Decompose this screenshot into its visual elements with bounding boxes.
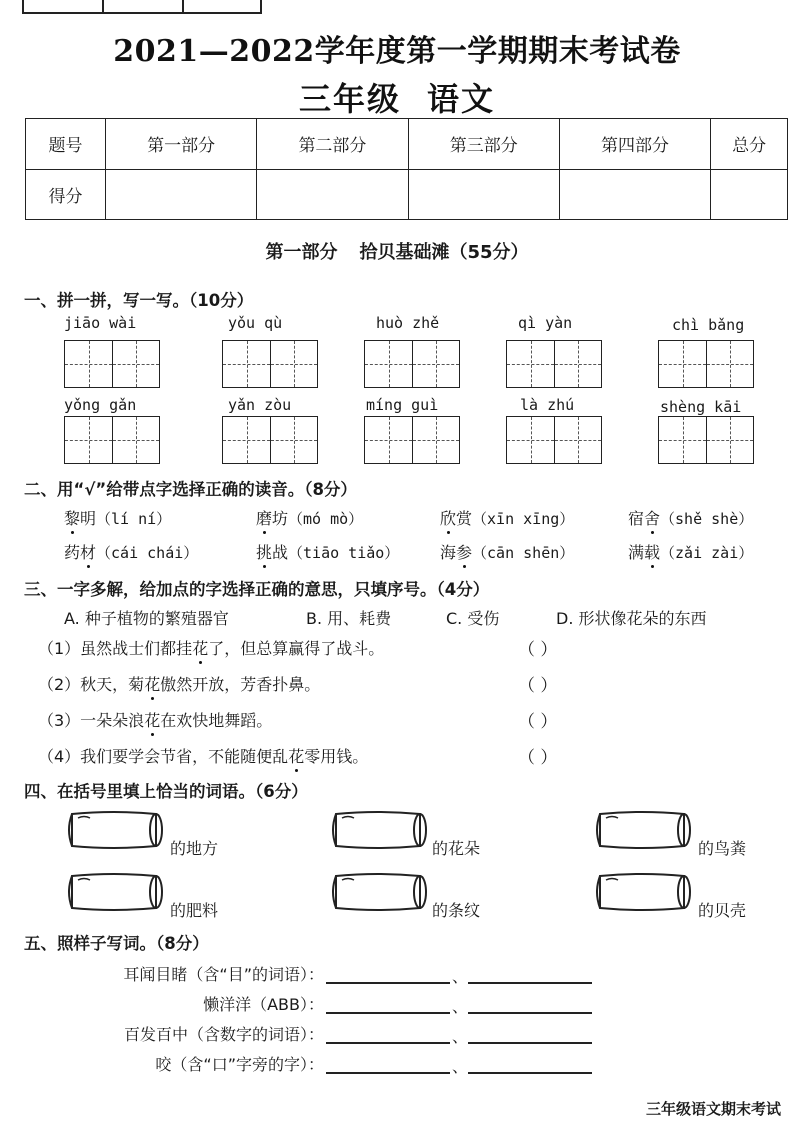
- dotted-char: 材: [80, 543, 97, 562]
- pinyin-label: yǒng gǎn: [64, 396, 137, 414]
- q3-sentence: （2）秋天，菊花傲然开放，芳香扑鼻。: [38, 675, 321, 694]
- score-header-cell: 总分: [711, 119, 788, 170]
- answer-line[interactable]: [468, 1042, 592, 1044]
- pronunciation-word: 欣赏: [440, 509, 473, 528]
- dotted-char: 磨: [256, 509, 273, 528]
- separator: 、: [452, 1027, 469, 1046]
- separator: 、: [452, 997, 469, 1016]
- q3-sentence: （4）我们要学会节省，不能随便乱花零用钱。: [38, 747, 369, 766]
- writing-grid[interactable]: [364, 340, 460, 388]
- writing-grid[interactable]: [222, 416, 318, 464]
- pronunciation-item[interactable]: 海参（cān shēn）: [440, 543, 575, 562]
- answer-line[interactable]: [468, 982, 592, 984]
- score-cell-blank[interactable]: [711, 169, 788, 220]
- q3-title: 三、一字多解，给加点的字选择正确的意思，只填序号。（4分）: [24, 580, 490, 599]
- scroll-blank[interactable]: [592, 870, 692, 914]
- scroll-blank[interactable]: [328, 808, 428, 852]
- q4-suffix: 的鸟粪: [698, 839, 747, 858]
- pronunciation-word: 黎明: [64, 509, 97, 528]
- q4-suffix: 的地方: [170, 839, 219, 858]
- score-table: [25, 118, 788, 220]
- answer-line[interactable]: [468, 1072, 592, 1074]
- answer-paren[interactable]: （ ）: [518, 640, 558, 660]
- q3-option: A. 种子植物的繁殖器官: [64, 609, 229, 628]
- score-header-cell: 第一部分: [106, 119, 257, 170]
- scroll-blank[interactable]: [64, 808, 164, 852]
- q4-suffix: 的花朵: [432, 839, 481, 858]
- pronunciation-item[interactable]: 挑战（tiāo tiǎo）: [256, 543, 400, 562]
- q5-row-label: 咬（含“口”字旁的字）：: [155, 1055, 324, 1074]
- q1-title: 一、拼一拼，写一写。（10分）: [24, 291, 254, 310]
- answer-paren[interactable]: （ ）: [518, 676, 558, 696]
- pronunciation-item[interactable]: 满载（zǎi zài）: [628, 543, 754, 562]
- q4-suffix: 的肥料: [170, 901, 219, 920]
- grade-subject: [0, 74, 794, 120]
- answer-line[interactable]: [326, 982, 450, 984]
- q2-title: 二、用“√”给带点字选择正确的读音。（8分）: [24, 480, 357, 499]
- scroll-blank[interactable]: [328, 870, 428, 914]
- pronunciation-word: 挑战: [256, 543, 289, 562]
- dotted-char: 花: [144, 711, 161, 730]
- dotted-char: 参: [456, 543, 473, 562]
- score-header-cell: 第二部分: [257, 119, 408, 170]
- q3-sentence: （3）一朵朵浪花在欢快地舞蹈。: [38, 711, 273, 730]
- subject-label: 语文: [427, 80, 496, 118]
- score-cell-blank[interactable]: [106, 169, 257, 220]
- pinyin-label: yǎn zòu: [228, 396, 292, 414]
- pronunciation-item[interactable]: 磨坊（mó mò）: [256, 509, 364, 528]
- writing-grid[interactable]: [658, 416, 754, 464]
- score-row-label: 得分: [26, 169, 106, 220]
- exam-title: 2021—2022学年度第一学期期末考试卷: [113, 34, 681, 69]
- dotted-char: 载: [644, 543, 661, 562]
- top-cut-table: [22, 0, 262, 14]
- writing-grid[interactable]: [222, 340, 318, 388]
- pronunciation-word: 宿舍: [628, 509, 661, 528]
- scroll-blank[interactable]: [64, 870, 164, 914]
- q3-option: C. 受伤: [446, 609, 500, 628]
- separator: 、: [452, 1057, 469, 1076]
- pronunciation-item[interactable]: 药材（cái chái）: [64, 543, 199, 562]
- answer-paren[interactable]: （ ）: [518, 748, 558, 768]
- writing-grid[interactable]: [64, 340, 160, 388]
- grade-label: 三年级: [298, 80, 401, 118]
- pinyin-label: shèng kāi: [660, 398, 742, 416]
- pinyin-label: là zhú: [520, 396, 575, 414]
- score-cell-blank[interactable]: [559, 169, 710, 220]
- pinyin-label: qì yàn: [518, 314, 573, 332]
- writing-grid[interactable]: [506, 340, 602, 388]
- pinyin-label: chì bǎng: [672, 316, 745, 334]
- part1-title: 第一部分 拾贝基础滩（55分）: [265, 242, 529, 263]
- dotted-char: 花: [192, 639, 209, 658]
- dotted-char: 黎: [64, 509, 81, 528]
- writing-grid[interactable]: [64, 416, 160, 464]
- answer-line[interactable]: [326, 1012, 450, 1014]
- separator: 、: [452, 967, 469, 986]
- pronunciation-item[interactable]: 黎明（lí ní）: [64, 509, 172, 528]
- score-header-cell: 题号: [26, 119, 106, 170]
- q5-row-label: 懒洋洋（ABB）：: [203, 995, 324, 1014]
- q4-suffix: 的条纹: [432, 901, 481, 920]
- dotted-char: 花: [288, 747, 305, 766]
- pronunciation-word: 海参: [440, 543, 473, 562]
- pronunciation-word: 磨坊: [256, 509, 289, 528]
- answer-line[interactable]: [326, 1072, 450, 1074]
- answer-line[interactable]: [326, 1042, 450, 1044]
- score-header-cell: 第三部分: [408, 119, 559, 170]
- writing-grid[interactable]: [506, 416, 602, 464]
- q4-title: 四、在括号里填上恰当的词语。（6分）: [24, 782, 308, 801]
- q3-option: B. 用、耗费: [306, 609, 392, 628]
- score-header-cell: 第四部分: [559, 119, 710, 170]
- writing-grid[interactable]: [658, 340, 754, 388]
- score-cell-blank[interactable]: [408, 169, 559, 220]
- pinyin-label: yǒu qù: [228, 314, 283, 332]
- pronunciation-item[interactable]: 宿舍（shě shè）: [628, 509, 754, 528]
- q4-suffix: 的贝壳: [698, 901, 747, 920]
- q5-title: 五、照样子写词。（8分）: [24, 934, 209, 953]
- q3-option: D. 形状像花朵的东西: [556, 609, 707, 628]
- page-footer: 三年级语文期末考试: [646, 1100, 782, 1118]
- scroll-blank[interactable]: [592, 808, 692, 852]
- pronunciation-word: 药材: [64, 543, 97, 562]
- q5-row-label: 耳闻目睹（含“目”的词语）：: [123, 965, 324, 984]
- score-cell-blank[interactable]: [257, 169, 408, 220]
- dotted-char: 挑: [256, 543, 273, 562]
- dotted-char: 花: [144, 675, 161, 694]
- pinyin-label: huò zhě: [376, 314, 440, 332]
- pronunciation-word: 满载: [628, 543, 661, 562]
- dotted-char: 舍: [644, 509, 661, 528]
- pronunciation-item[interactable]: 欣赏（xīn xīng）: [440, 509, 575, 528]
- writing-grid[interactable]: [364, 416, 460, 464]
- q3-sentence: （1）虽然战士们都挂花了，但总算赢得了战斗。: [38, 639, 385, 658]
- dotted-char: 欣: [440, 509, 457, 528]
- answer-paren[interactable]: （ ）: [518, 712, 558, 732]
- answer-line[interactable]: [468, 1012, 592, 1014]
- pinyin-label: jiāo wài: [64, 314, 137, 332]
- q5-row-label: 百发百中（含数字的词语）：: [123, 1025, 324, 1044]
- pinyin-label: míng guì: [366, 396, 439, 414]
